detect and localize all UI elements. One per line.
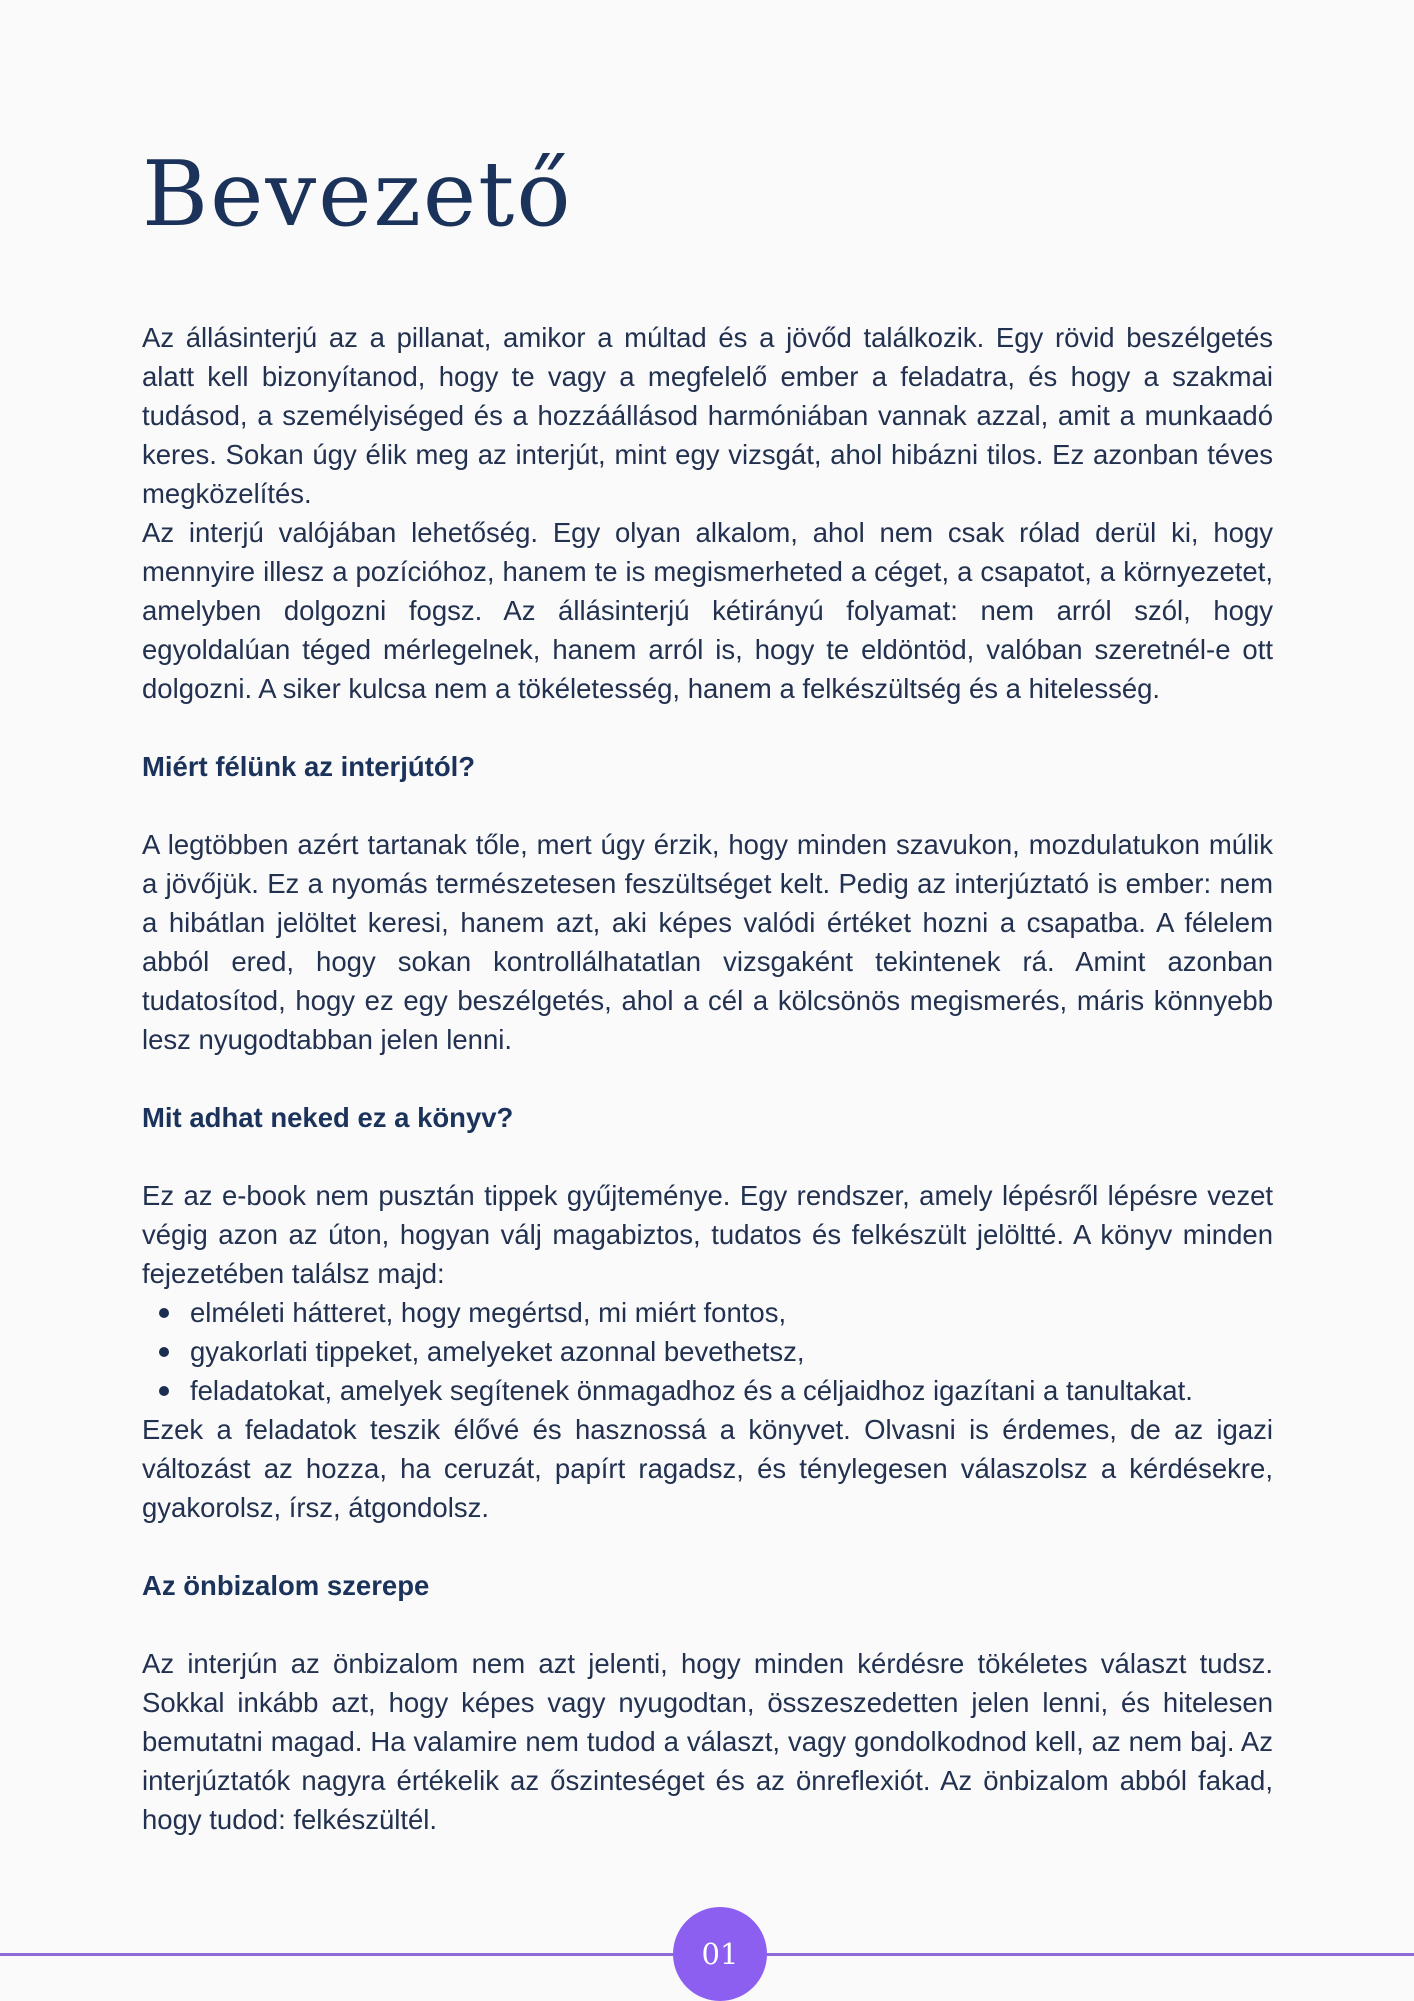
section-heading-fear: Miért félünk az interjútól? [142,751,476,782]
list-item-text: elméleti hátteret, hogy megértsd, mi miért fontos, [190,1297,787,1328]
fear-paragraph: A legtöbben azért tartanak tőle, mert úgy érzik, hogy minden szavukon, mozdulatukon múlik a jövőjük. Ez a nyomás természetesen feszültséget kelt. Pedig az interjúztató is ember: nem a hibátlan jelöltet keresi, hanem azt, aki képes valódi értéket hozni a csapatba. A félelem abból ered, hogy sokan kontrollálhatatlan vizsgaként tekintenek rá. Amint azonban tudatosítod, hogy ez egy beszélgetés, ahol a cél a kölcsönös megismerés, máris könnyebb lesz nyugodtabban jelen lenni. [142,829,1273,1055]
book-paragraph-2: Ezek a feladatok teszik élővé és hasznossá a könyvet. Olvasni is érdemes, de az igazi változást az hozza, ha ceruzát, papírt ragadsz, és ténylegesen válaszolsz a kérdésekre, gyakorolsz, írsz, átgondolsz. [142,1414,1273,1523]
list-item [142,1332,1273,1371]
confidence-paragraph: Az interjún az önbizalom nem azt jelenti, hogy minden kérdésre tökéletes választ tudsz. Sokkal inkább azt, hogy képes vagy nyugodtan, összeszedetten jelen lenni, és hitelesen bemutatni magad. Ha valamire nem tudod a választ, vagy gondolkodnod kell, az nem baj. Az interjúztatók nagyra értékelik az őszinteséget és az önreflexiót. Az önbizalom abból fakad, hogy tudod: felkészültél. [142,1648,1273,1835]
section-heading-book: Mit adhat neked ez a könyv? [142,1102,514,1133]
list-item-text: feladatokat, amelyek segítenek önmagadhoz és a céljaidhoz igazítani a tanultakat. [190,1375,1193,1406]
section-heading-confidence: Az önbizalom szerepe [142,1570,430,1601]
page-number-badge [673,1907,767,2001]
list-item [142,1371,1273,1410]
bullet-icon [159,1347,169,1357]
book-bullet-list [142,1293,1273,1410]
intro-paragraph-2: Az interjú valójában lehetőség. Egy olyan alkalom, ahol nem csak rólad derül ki, hogy mennyire illesz a pozícióhoz, hanem te is megismerheted a céget, a csapatot, a környezetet, amelyben dolgozni fogsz. Az állásinterjú kétirányú folyamat: nem arról szól, hogy egyoldalúan téged mérlegelnek, hanem arról is, hogy te eldöntöd, valóban szeretnél-e ott dolgozni. A siker kulcsa nem a tökéletesség, hanem a felkészültség és a hitelesség. [142,517,1273,704]
page-number: 01 [701,1937,739,1971]
bullet-icon [159,1308,169,1318]
bullet-icon [159,1386,169,1396]
page-title: Bevezető [142,142,573,247]
page-content [142,142,1273,1839]
intro-paragraph-1: Az állásinterjú az a pillanat, amikor a múltad és a jövőd találkozik. Egy rövid beszélgetés alatt kell bizonyítanod, hogy te vagy a megfelelő ember a feladatra, és hogy a szakmai tudásod, a személyiséged és a hozzáállásod harmóniában vannak azzal, amit a munkaadó keres. Sokan úgy élik meg az interjút, mint egy vizsgát, ahol hibázni tilos. Ez azonban téves megközelítés. [142,322,1273,509]
list-item-text: gyakorlati tippeket, amelyeket azonnal bevethetsz, [190,1336,805,1367]
book-paragraph-1: Ez az e-book nem pusztán tippek gyűjteménye. Egy rendszer, amely lépésről lépésre vezet végig azon az úton, hogyan válj magabiztos, tudatos és felkészült jelöltté. A könyv minden fejezetében találsz majd: [142,1180,1273,1289]
list-item [142,1293,1273,1332]
